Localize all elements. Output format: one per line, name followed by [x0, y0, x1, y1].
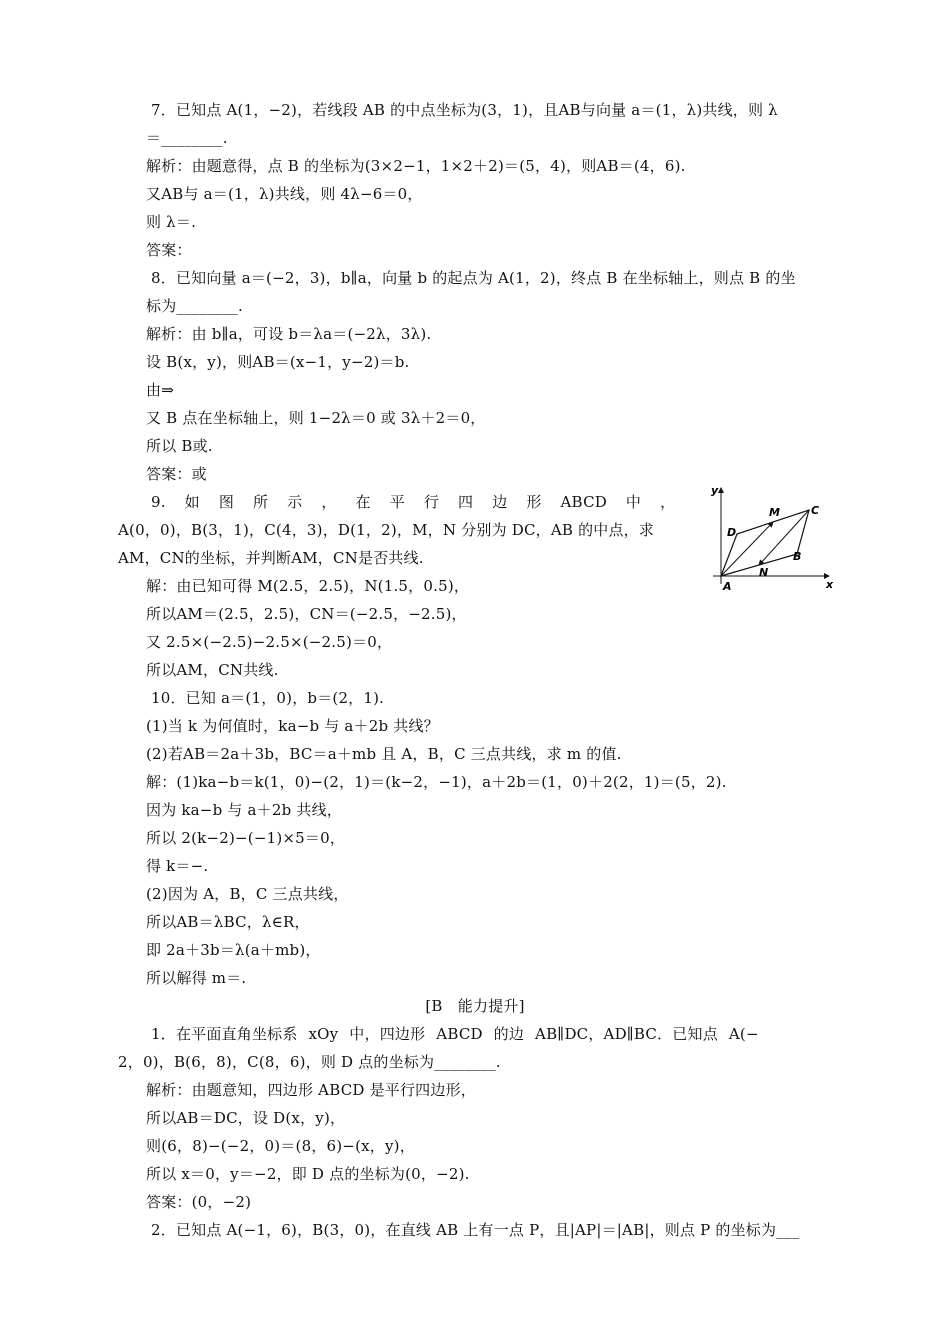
problem-9-stem-line-1: 9. 如 图 所 示 ， 在 平 行 四 边 形 ABCD 中 ， [151, 493, 676, 511]
parallelogram-figure [705, 484, 835, 594]
problem-8-stem-line-2: 标为________. [146, 297, 243, 315]
problem-b1-solution-line-4: 所以 x＝0，y＝−2，即 D 点的坐标为(0，−2). [146, 1165, 470, 1183]
label-d: D [727, 526, 737, 539]
problem-8-stem-line-1: 8．已知向量 a＝(−2，3)，b∥a，向量 b 的起点为 A(1，2)，终点 B 在坐标轴上，则点 B 的坐 [151, 269, 796, 287]
problem-10-solution-line-3: 所以 2(k−2)−(−1)×5＝0， [146, 829, 346, 847]
section-heading: [B 能力提升] [425, 997, 525, 1015]
problem-b1-answer: 答案：(0，−2) [146, 1193, 252, 1211]
problem-7-solution-line-1: 解析：由题意得，点 B 的坐标为(3×2−1，1×2＋2)＝(5，4)，则AB＝(4，6). [146, 157, 686, 175]
problem-7-solution-line-2: 又AB与 a＝(1，λ)共线，则 4λ−6＝0， [146, 185, 423, 203]
problem-8-solution-line-2: 设 B(x，y)，则AB＝(x−1，y−2)＝b. [146, 353, 410, 371]
problem-9-stem-line-3: AM，CN的坐标，并判断AM，CN是否共线. [118, 549, 424, 567]
label-a: A [723, 580, 732, 593]
problem-10-solution-line-1: 解：(1)ka−b＝k(1，0)−(2，1)＝(k−2，−1)，a＋2b＝(1，0)＋2(2，1)＝(5，2). [146, 773, 727, 791]
problem-10-solution-line-2: 因为 ka−b 与 a＋2b 共线， [146, 801, 342, 819]
label-x: x [826, 578, 834, 591]
label-b: B [793, 550, 802, 563]
problem-10-solution-line-7: 即 2a＋3b＝λ(a＋mb)， [146, 941, 321, 959]
problem-9-solution-line-3: 又 2.5×(−2.5)−2.5×(−2.5)＝0， [146, 633, 393, 651]
problem-9-solution-line-2: 所以AM＝(2.5，2.5)，CN＝(−2.5，−2.5)， [146, 605, 467, 623]
problem-b2-stem-line-1: 2．已知点 A(−1，6)，B(3，0)，在直线 AB 上有一点 P，且|AP|＝|AB|，则点 P 的坐标为___ [151, 1221, 800, 1239]
problem-7-answer: 答案： [146, 241, 192, 259]
problem-b1-stem-line-1: 1．在平面直角坐标系 xOy 中，四边形 ABCD 的边 AB∥DC，AD∥BC．已知点 A(− [151, 1025, 759, 1043]
problem-7-solution-line-3: 则 λ＝. [146, 213, 197, 231]
problem-8-answer: 答案：或 [146, 465, 207, 483]
label-c: C [811, 504, 820, 517]
problem-10-solution-line-4: 得 k＝−. [146, 857, 209, 875]
problem-b1-solution-line-3: 则(6，8)−(−2，0)＝(8，6)−(x，y)， [146, 1137, 415, 1155]
problem-10-part-1: (1)当 k 为何值时，ka−b 与 a＋2b 共线？ [146, 717, 439, 735]
problem-b1-solution-line-2: 所以AB＝DC，设 D(x，y)， [146, 1109, 346, 1127]
problem-10-solution-line-5: (2)因为 A，B，C 三点共线， [146, 885, 349, 903]
problem-10-part-2: (2)若AB＝2a＋3b，BC＝a＋mb 且 A，B，C 三点共线，求 m 的值. [146, 745, 622, 763]
label-n: N [759, 566, 769, 579]
problem-10-stem-line-1: 10．已知 a＝(1，0)，b＝(2，1). [151, 689, 385, 707]
problem-10-solution-line-6: 所以AB＝λBC，λ∈R， [146, 913, 310, 931]
label-m: M [769, 506, 780, 519]
problem-8-solution-line-1: 解析：由 b∥a，可设 b＝λa＝(−2λ，3λ). [146, 325, 432, 343]
problem-b1-solution-line-1: 解析：由题意知，四边形 ABCD 是平行四边形， [146, 1081, 476, 1099]
problem-8-solution-line-4: 又 B 点在坐标轴上，则 1−2λ＝0 或 3λ＋2＝0， [146, 409, 486, 427]
label-y: y [711, 484, 719, 497]
problem-7-stem-line-2: ＝________. [146, 129, 228, 147]
problem-7-stem-line-1: 7．已知点 A(1，−2)，若线段 AB 的中点坐标为(3，1)，且AB与向量 a＝(1，λ)共线，则 λ [151, 101, 778, 119]
problem-b1-stem-line-2: 2，0)，B(6，8)，C(8，6)，则 D 点的坐标为________. [118, 1053, 501, 1071]
problem-10-solution-line-8: 所以解得 m＝. [146, 969, 247, 987]
problem-8-solution-line-3: 由⇒ [146, 381, 174, 399]
problem-9-stem-line-2: A(0，0)，B(3，1)，C(4，3)，D(1，2)，M，N 分别为 DC，AB 的中点，求 [118, 521, 655, 539]
problem-9-solution-line-1: 解：由已知可得 M(2.5，2.5)，N(1.5，0.5)， [146, 577, 470, 595]
problem-9-solution-line-4: 所以AM，CN共线. [146, 661, 279, 679]
problem-8-solution-line-5: 所以 B或. [146, 437, 213, 455]
